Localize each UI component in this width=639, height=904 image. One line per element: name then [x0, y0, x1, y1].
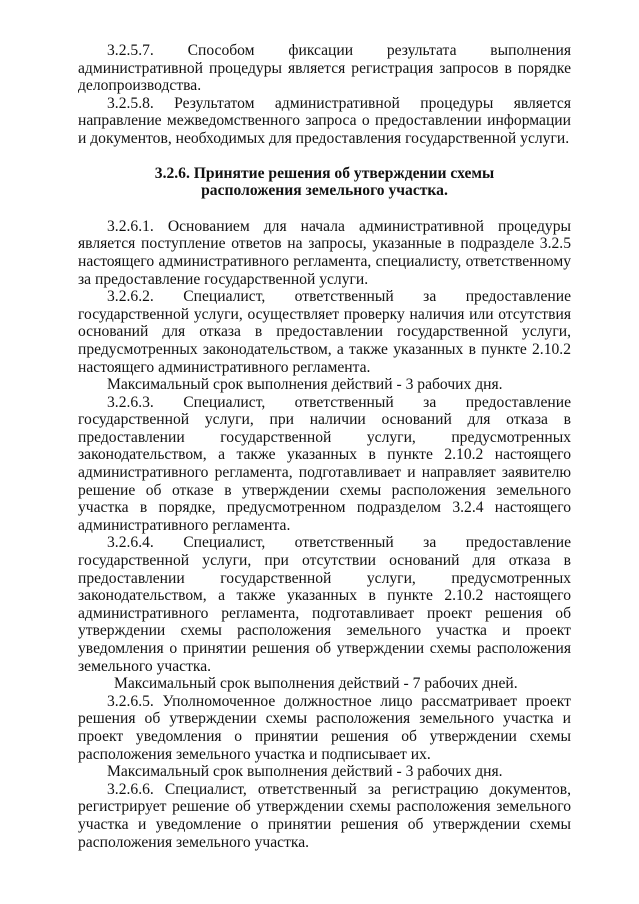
paragraph-3-2-5-8: 3.2.5.8. Результатом административной процедуры является направление межведомственного запроса о предоставлении информации и документов, необходимых для предоставления государственной услуги.	[78, 94, 571, 147]
paragraph-3-2-6-4: 3.2.6.4. Специалист, ответственный за предоставление государственной услуги, при отсутствии оснований для отказа в предоставлении государственной услуги, предусмотренных законодательством, а также указанных в пункте 2.10.2 настоящего административного регламента, подготавливает проект решения об утверждении схемы расположения земельного участка и проект уведомления о принятии решения об утверждении схемы расположения земельного участка.	[78, 534, 571, 675]
deadline-note: Максимальный срок выполнения действий - 3 рабочих дня.	[107, 763, 503, 781]
paragraph-3-2-6-5: 3.2.6.5. Уполномоченное должностное лицо рассматривает проект решения об утверждении схемы расположения земельного участка и проект уведомления о принятии решения об утверждении схемы расположения земельного участка и подписывает их.	[78, 692, 571, 763]
section-heading-3-2-6: 3.2.6. Принятие решения об утверждении схемы расположения земельного участка.	[154, 164, 495, 200]
paragraph-3-2-5-7: 3.2.5.7. Способом фиксации результата выполнения административной процедуры является регистрация запросов в порядке делопроизводства.	[78, 42, 571, 95]
document-body	[78, 42, 571, 851]
deadline-note: Максимальный срок выполнения действий - 3 рабочих дня.	[107, 376, 503, 394]
paragraph-3-2-6-6: 3.2.6.6. Специалист, ответственный за регистрацию документов, регистрирует решение об утверждении схемы расположения земельного участка и уведомление о принятии решения об утверждении схемы расположения земельного участка.	[78, 780, 571, 851]
paragraph-3-2-6-2: 3.2.6.2. Специалист, ответственный за предоставление государственной услуги, осуществляет проверку наличия или отсутствия оснований для отказа в предоставлении государственной услуги, предусмотренных законодательством, а также указанных в пункте 2.10.2 настоящего административного регламента.	[78, 288, 571, 376]
deadline-note: Максимальный срок выполнения действий - 7 рабочих дней.	[114, 675, 518, 693]
paragraph-3-2-6-3: 3.2.6.3. Специалист, ответственный за предоставление государственной услуги, при наличии оснований для отказа в предоставлении государственной услуги, предусмотренных законодательством, а также указанных в пункте 2.10.2 настоящего административного регламента, подготавливает и направляет заявителю решение об отказе в утверждении схемы расположения земельного участка в порядке, предусмотренном подразделом 3.2.4 настоящего административного регламента.	[78, 393, 571, 534]
paragraph-3-2-6-1: 3.2.6.1. Основанием для начала административной процедуры является поступление ответов на запросы, указанные в подразделе 3.2.5 настоящего административного регламента, специалисту, ответственному за предоставление государственной услуги.	[78, 217, 571, 288]
